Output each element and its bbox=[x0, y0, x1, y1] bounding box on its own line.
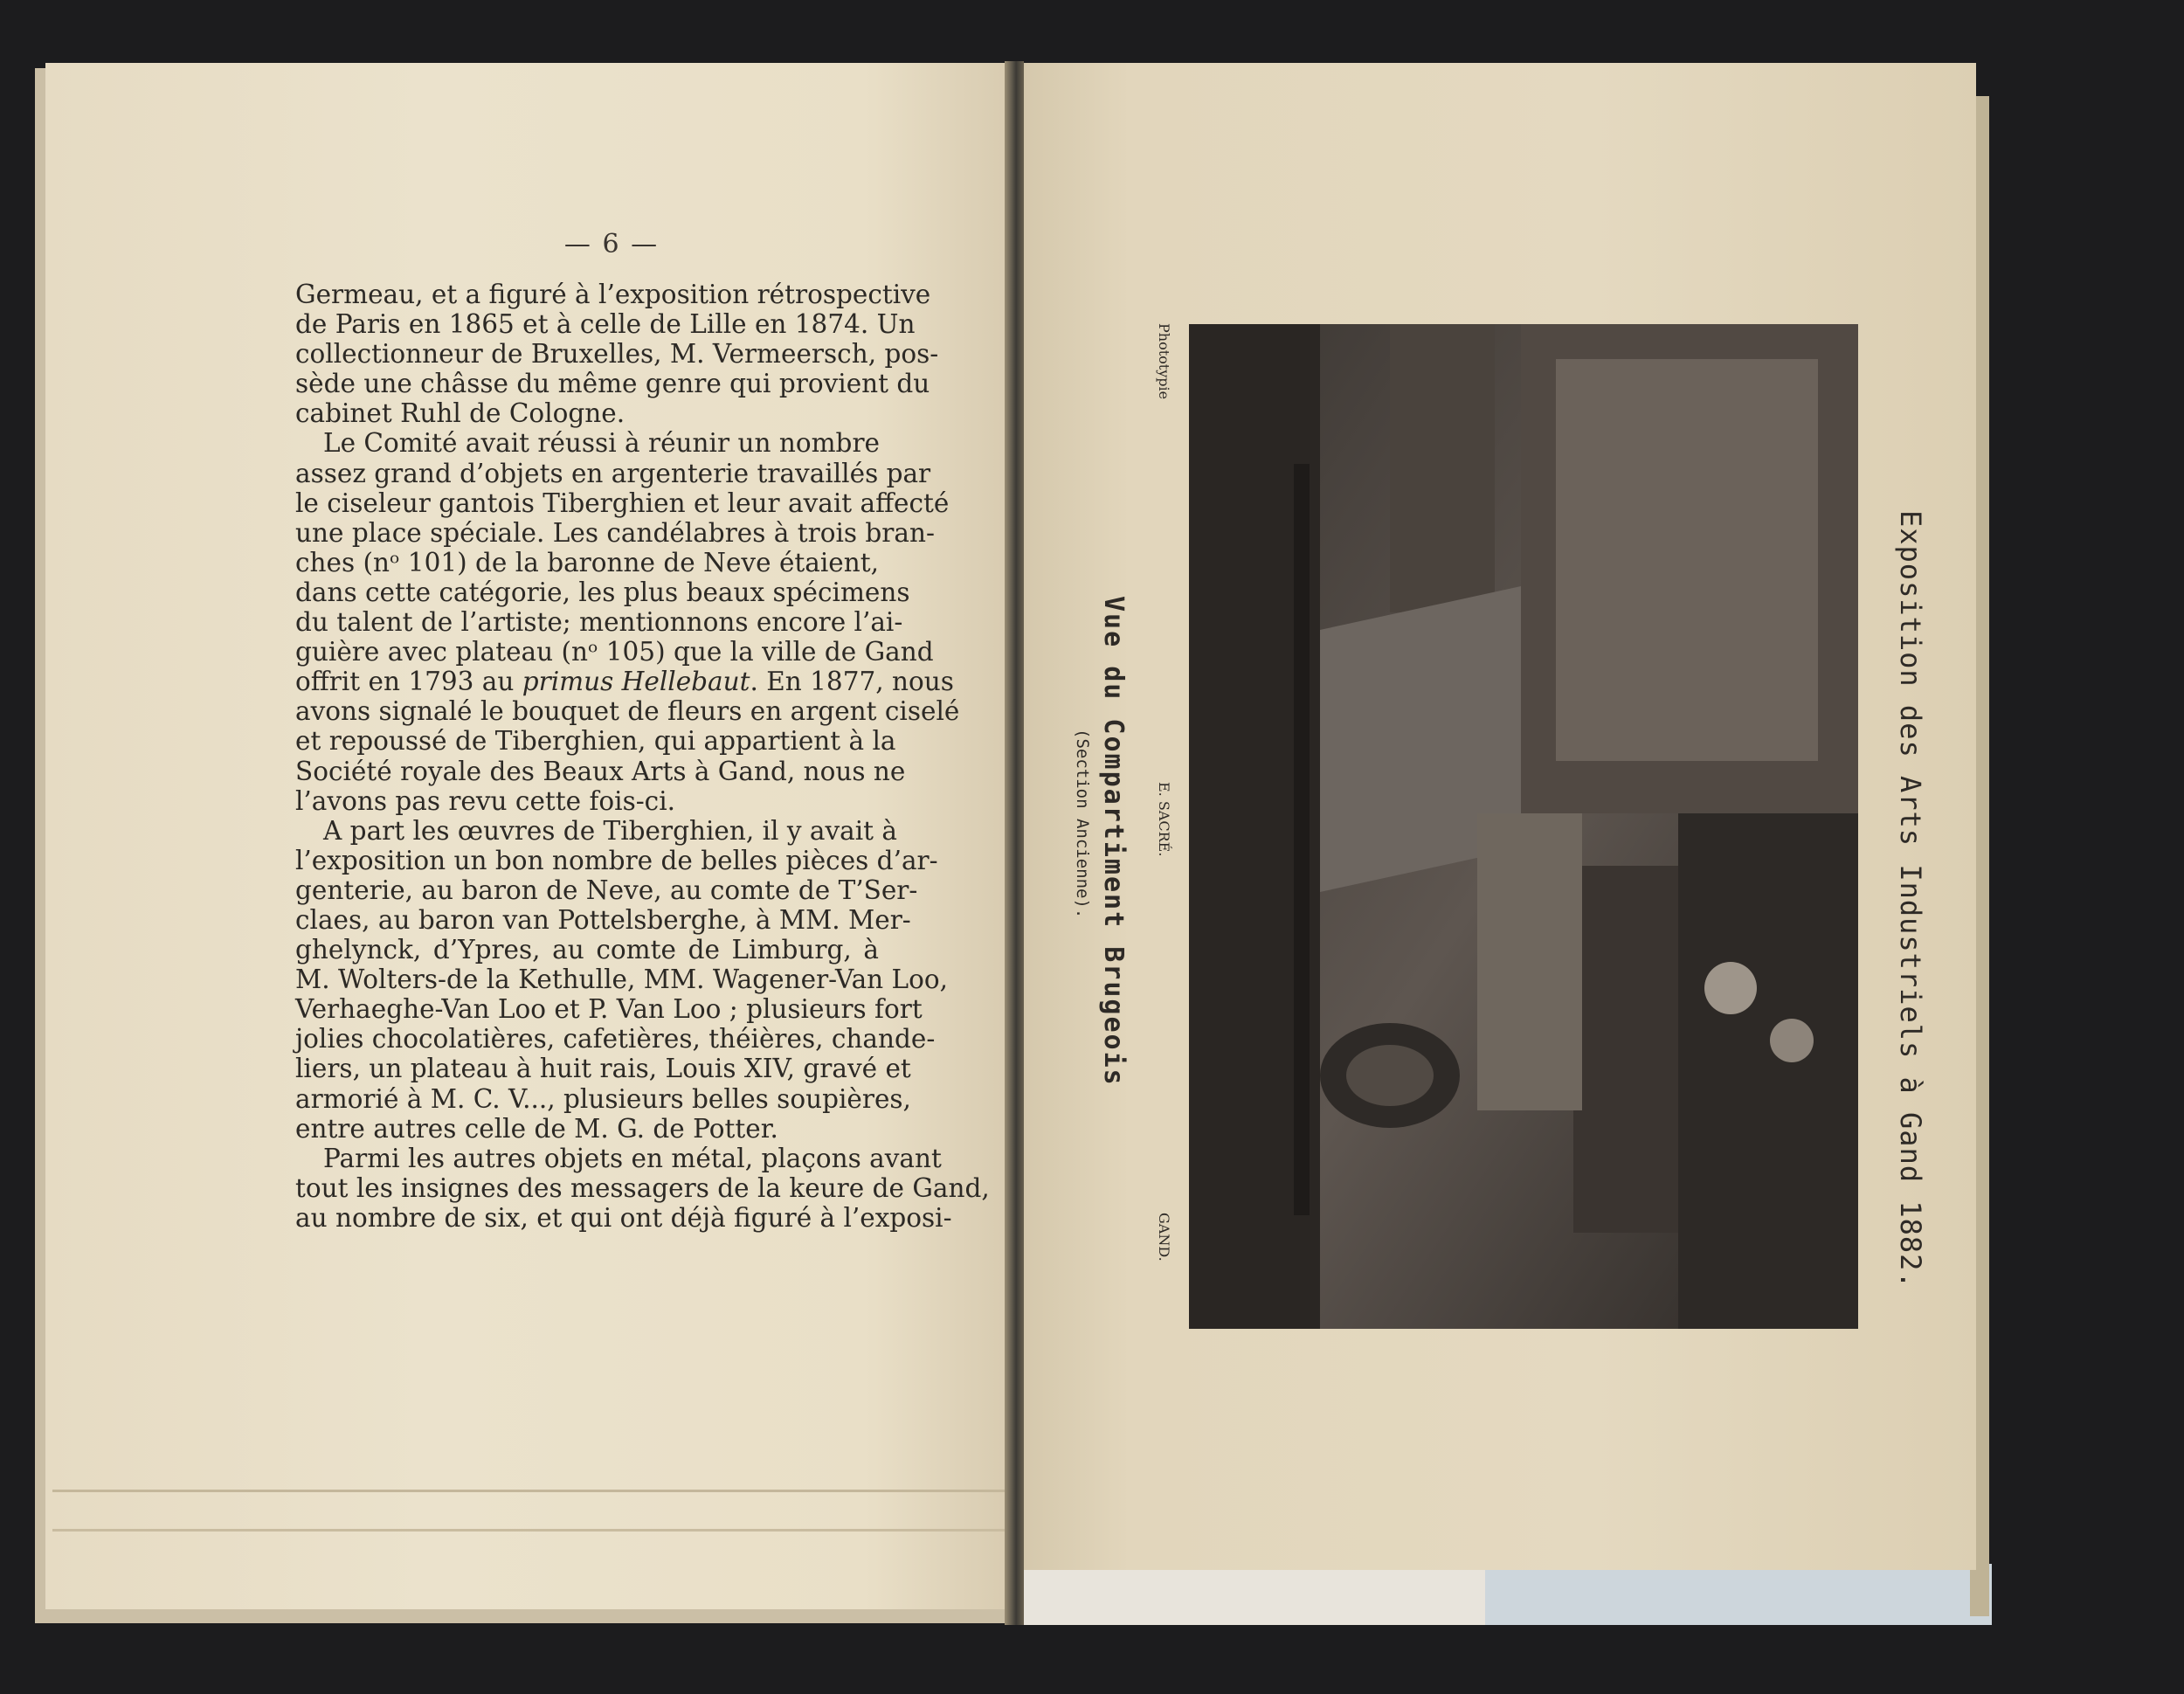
text-line: Le Comité avait réussi à réunir un nombre bbox=[323, 428, 881, 459]
text-line: Parmi les autres objets en métal, plaçons avant bbox=[323, 1143, 942, 1173]
text-line: une place spéciale. Les candélabres à trois bran- bbox=[295, 517, 935, 548]
text-line: liers, un plateau à huit rais, Louis XIV, gravé et bbox=[295, 1054, 911, 1084]
text-line: Société royale des Beaux Arts à Gand, nous ne bbox=[295, 756, 906, 786]
page-edge bbox=[52, 1529, 1009, 1532]
text-line: A part les œuvres de Tiberghien, il y avait à bbox=[323, 815, 897, 846]
text-line: claes, au baron van Pottelsberghe, à MM. Mer- bbox=[295, 904, 911, 935]
text-line: Verhaeghe-Van Loo et P. Van Loo ; plusieurs fort bbox=[295, 994, 923, 1025]
text-line: Germeau, et a figuré à l’exposition rétrospective bbox=[295, 280, 931, 309]
text-line: cabinet Ruhl de Cologne. bbox=[295, 398, 625, 429]
plate-photograph bbox=[1189, 324, 1858, 1329]
text-line: assez grand d’objets en argenterie travaillés par bbox=[295, 458, 931, 488]
page-edge bbox=[1022, 1564, 1485, 1625]
plate-exhibition-title: Exposition des Arts Industriels à Gand 1882. bbox=[1894, 510, 1927, 1290]
text-line: jolies chocolatières, cafetières, théières, chande- bbox=[295, 1024, 936, 1054]
plate-section: (Section Ancienne). bbox=[1073, 729, 1092, 919]
photograph-image bbox=[1189, 324, 1858, 1329]
text-line: du talent de l’artiste; mentionnons encore l’ai- bbox=[295, 607, 903, 638]
text-line: le ciseleur gantois Tiberghien et leur avait affecté bbox=[295, 487, 950, 518]
book-gutter bbox=[1005, 61, 1024, 1625]
text-line: entre autres celle de M. G. de Potter. bbox=[295, 1113, 778, 1144]
text-line: au nombre de six, et qui ont déjà figuré à l’exposi- bbox=[295, 1202, 952, 1233]
text-line: guière avec plateau (nᵒ 105) que la ville de Gand bbox=[295, 637, 934, 667]
plate-title: Vue du Compartiment Brugeois bbox=[1098, 596, 1129, 1087]
plate-city: GAND. bbox=[1156, 1213, 1172, 1262]
text-line: dans cette catégorie, les plus beaux spécimens bbox=[295, 577, 910, 607]
photographer-name: E. SACRÉ. bbox=[1156, 782, 1172, 857]
italic-fragment: primus Hellebaut bbox=[522, 667, 750, 697]
text-line: genterie, au baron de Neve, au comte de T’Ser- bbox=[295, 875, 918, 905]
text-line: ches (nᵒ 101) de la baronne de Neve étaient, bbox=[295, 547, 879, 577]
text-line: avons signalé le bouquet de fleurs en argent ciselé bbox=[295, 696, 960, 727]
page-edge bbox=[52, 1490, 1009, 1492]
text-fragment: offrit en 1793 au bbox=[295, 667, 522, 697]
page-number: — 6 — bbox=[563, 229, 660, 259]
photo-credit: Phototypie bbox=[1156, 323, 1172, 400]
text-line bbox=[295, 667, 954, 697]
text-line: de Paris en 1865 et à celle de Lille en 1874. Un bbox=[295, 309, 916, 340]
text-fragment: . En 1877, nous bbox=[750, 667, 954, 697]
text-line: collectionneur de Bruxelles, M. Vermeersch, pos- bbox=[295, 339, 939, 370]
text-line: M. Wolters-de la Kethulle, MM. Wagener-Van Loo, bbox=[295, 965, 949, 995]
text-line: l’exposition un bon nombre de belles pièces d’ar- bbox=[295, 845, 938, 875]
body-text bbox=[295, 280, 990, 1233]
text-line: armorié à M. C. V..., plusieurs belles soupières, bbox=[295, 1083, 911, 1114]
text-line: l’avons pas revu cette fois-ci. bbox=[295, 785, 676, 816]
text-line: sède une châsse du même genre qui provient du bbox=[295, 369, 930, 399]
text-line: tout les insignes des messagers de la keure de Gand, bbox=[295, 1172, 990, 1203]
text-line: et repoussé de Tiberghien, qui appartient à la bbox=[295, 726, 896, 757]
text-line: ghelynck, d’Ypres, au comte de Limburg, à bbox=[295, 935, 879, 965]
